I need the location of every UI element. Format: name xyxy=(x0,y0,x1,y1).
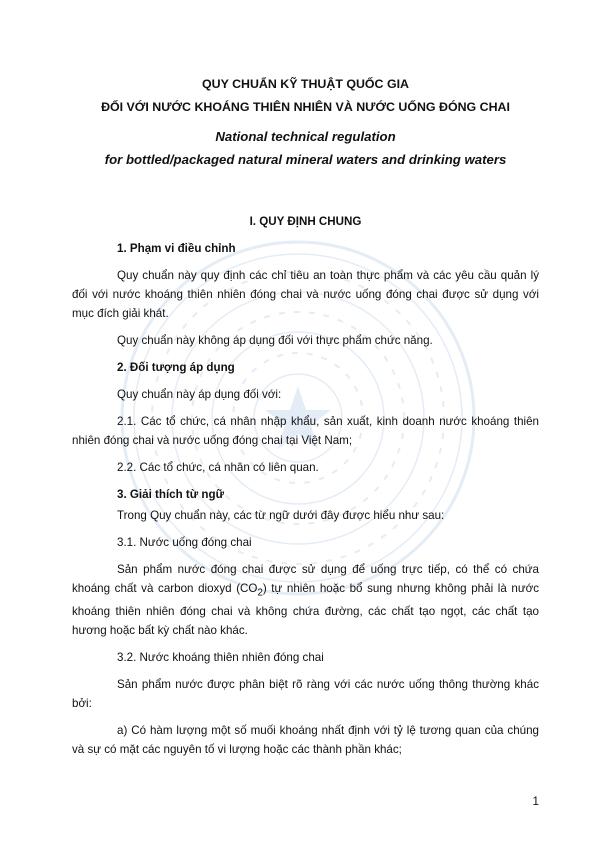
paragraph-bottled-water xyxy=(72,560,539,640)
bottled-water-text-b: ) tự nhiên hoặc bổ sung nhưng không phải là nước khoáng thiên nhiên đóng chai và không chứa đường, các chất tạo ngọt, các chất tạo hương hoặc bất kỳ chất nào khác. xyxy=(72,582,539,638)
document-page xyxy=(72,0,539,842)
document-title-line-1: QUY CHUẨN KỸ THUẬT QUỐC GIA xyxy=(202,77,409,91)
page-number: 1 xyxy=(532,795,539,808)
heading-definitions: 3. Giải thích từ ngữ xyxy=(117,488,224,501)
document-title-line-2: ĐỐI VỚI NƯỚC KHOÁNG THIÊN NHIÊN VÀ NƯỚC UỐNG ĐÓNG CHAI xyxy=(101,100,510,114)
heading-scope: 1. Phạm vi điều chỉnh xyxy=(117,242,236,255)
paragraph-definitions-intro: Trong Quy chuẩn này, các từ ngữ dưới đây được hiểu như sau: xyxy=(117,509,445,522)
paragraph-subjects-2-1: 2.1. Các tổ chức, cá nhân nhập khẩu, sản xuất, kinh doanh nước khoáng thiên nhiên đóng chai và nước uống đóng chai tại Việt Nam; xyxy=(72,415,539,447)
co2-subscript: 2 xyxy=(257,587,263,599)
paragraph-subjects-intro: Quy chuẩn này áp dụng đối với: xyxy=(117,388,282,401)
paragraph-mineral-water: Sản phẩm nước được phân biệt rõ ràng với các nước uống thông thường khác bởi: xyxy=(72,678,539,711)
paragraph-definition-3-1: 3.1. Nước uống đóng chai xyxy=(117,536,252,549)
paragraph-scope: Quy chuẩn này quy định các chỉ tiêu an toàn thực phẩm và các yêu cầu quản lý đối với nước khoáng thiên nhiên đóng chai và nước uống đóng chai được sử dụng với mục đích giải khát. xyxy=(72,269,539,320)
bottled-water-text-a: Sản phẩm nước đóng chai được sử dụng để uống trực tiếp, có thể có chứa khoáng chất và carbon dioxyd (CO xyxy=(72,563,539,595)
paragraph-exclusion: Quy chuẩn này không áp dụng đối với thực phẩm chức năng. xyxy=(117,334,433,347)
section-heading: I. QUY ĐỊNH CHUNG xyxy=(249,215,362,228)
english-title-line-2: for bottled/packaged natural mineral waters and drinking waters xyxy=(104,152,507,167)
paragraph-subjects-2-2: 2.2. Các tổ chức, cá nhân có liên quan. xyxy=(117,461,319,474)
heading-subjects: 2. Đối tượng áp dụng xyxy=(117,361,235,374)
english-title-line-1: National technical regulation xyxy=(215,129,396,144)
paragraph-mineral-water-a: a) Có hàm lượng một số muối khoáng nhất định với tỷ lệ tương quan của chúng và sự có mặt các nguyên tố vi lượng hoặc các thành phần khác; xyxy=(72,724,539,757)
paragraph-definition-3-2: 3.2. Nước khoáng thiên nhiên đóng chai xyxy=(117,651,324,665)
